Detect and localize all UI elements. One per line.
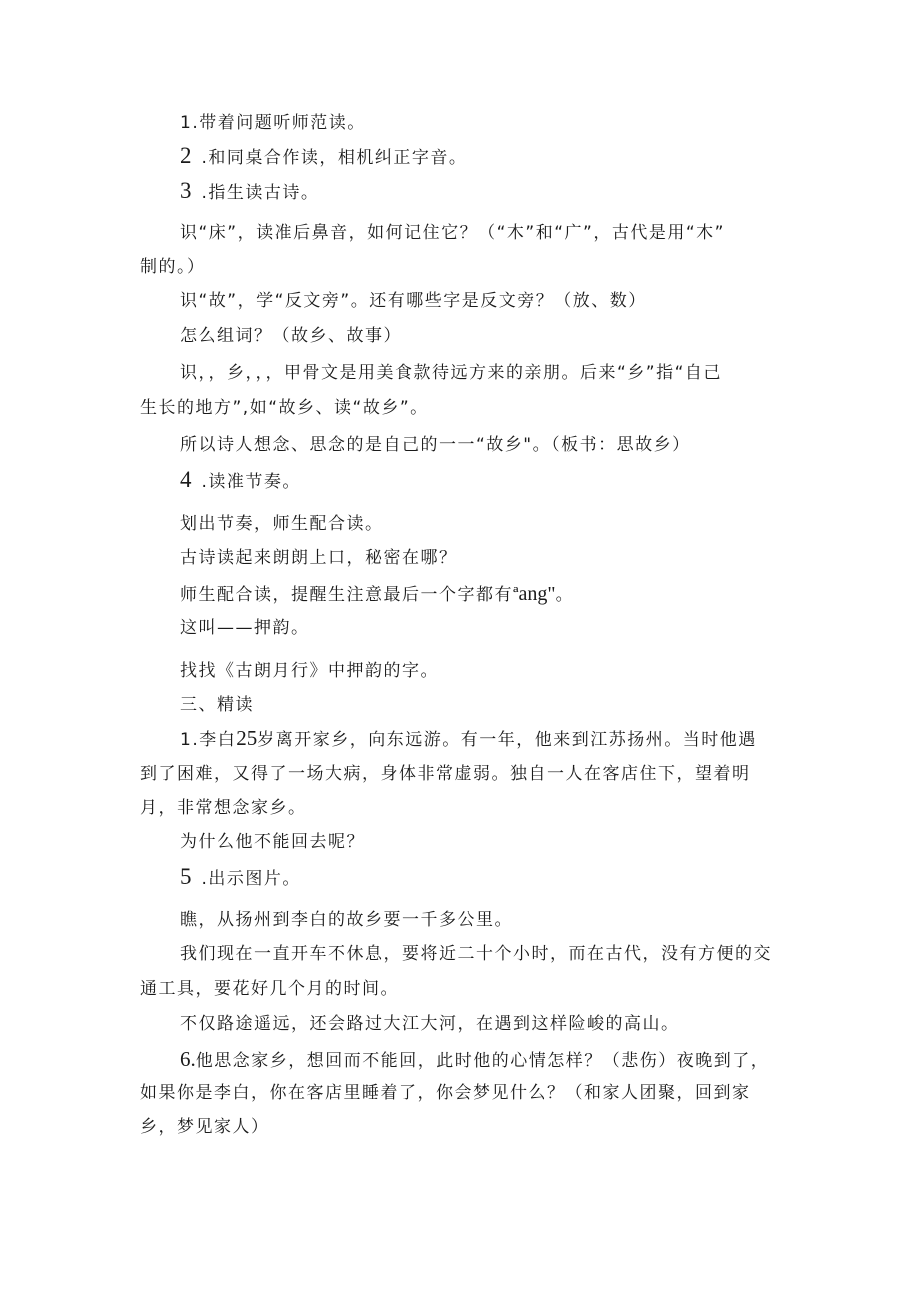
paragraph-chuang-line2: 制的。） [140,257,206,277]
paragraph-driving-line2: 通工具，要花好几个月的时间。 [140,979,399,999]
step-number: 1. [180,730,200,750]
paragraph-dream-line3: 乡，梦见家人） [140,1117,270,1137]
paragraph-mountains: 不仅路途遥远，还会路过大江大河，在遇到这样险峻的高山。 [180,1014,680,1034]
step-number: 2 [180,143,192,168]
paragraph-rhyme: 这叫——押韵。 [180,618,310,638]
paragraph-libai-line2: 到了困难，又得了一场大病，身体非常虚弱。独自一人在客店住下，望着明 [140,764,751,784]
step-number: 5 [180,864,192,889]
paragraph-driving-line1: 我们现在一直开车不休息，要将近二十个小时，而在古代，没有方便的交 [180,944,772,964]
step-number: 1. [180,113,200,133]
paragraph-mark-rhythm: 划出节奏，师生配合读。 [180,514,384,534]
step-number: 4 [180,467,192,492]
paragraph-word-group: 怎么组词？（故乡、故事） [180,326,402,346]
section-heading-intensive-reading: 三、精读 [180,695,254,715]
paragraph-why-not-return: 为什么他不能回去呢？ [180,832,365,852]
step-1-listen: 1.带着问题听师范读。 [180,113,366,133]
paragraph-dream-line1: 6.他思念家乡，想回而不能回，此时他的心情怎样？（悲伤）夜晚到了， [180,1047,770,1071]
paragraph-xiang-line2: 生长的地方”,如“故乡、读“故乡”。 [140,398,429,418]
step-number: 3 [180,178,192,203]
paragraph-dream-line2: 如果你是李白，你在客店里睡着了，你会梦见什么？（和家人团聚，回到家 [140,1083,751,1103]
paragraph-ang-sound: 师生配合读，提醒生注意最后一个字都有ªang"。 [180,583,575,605]
paragraph-chuang-line1: 识“床”，读准后鼻音，如何记住它？（“木”和“广”，古代是用“木” [180,223,725,243]
step-4-rhythm: 4 .读准节奏。 [180,467,301,492]
paragraph-distance: 瞧，从扬州到李白的故乡要一千多公里。 [180,910,513,930]
paragraph-board-note: 所以诗人想念、思念的是自己的一一“故乡"。（板书：思故乡） [180,435,691,455]
step-number: 6. [180,1047,196,1071]
paragraph-xiang-line1: 识，，乡，，，甲骨文是用美食款待远方来的亲朋。后来“乡”指“自己 [180,363,722,383]
paragraph-libai-line3: 月，非常想念家乡。 [140,798,307,818]
step-2-partner-read: 2 .和同桌合作读，相机纠正字音。 [180,143,468,168]
step-3-student-read: 3 .指生读古诗。 [180,178,320,203]
paragraph-gu: 识“故”，学“反文旁”。还有哪些字是反文旁？（放、数） [180,291,647,311]
paragraph-libai-line1: 1.李白25岁离开家乡，向东远游。有一年，他来到江苏扬州。当时他遇 [180,726,757,750]
step-5-show-picture: 5 .出示图片。 [180,864,301,889]
paragraph-secret: 古诗读起来朗朗上口，秘密在哪？ [180,548,458,568]
paragraph-find-rhyme: 找找《古朗月行》中押韵的字。 [180,661,439,681]
